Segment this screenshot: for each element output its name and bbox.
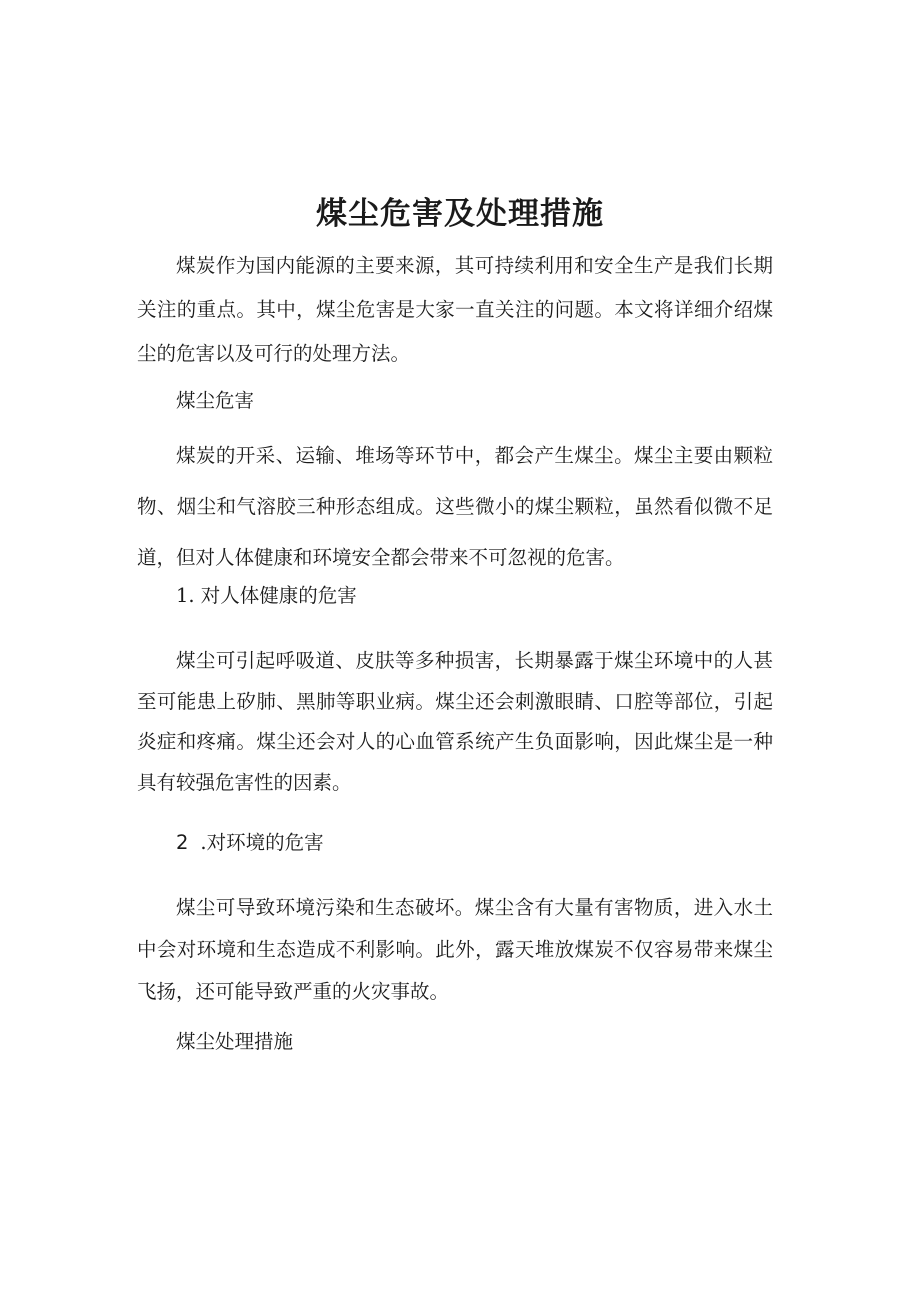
subsection-number: 2 xyxy=(176,831,189,854)
subsection-paragraph-health-hazards: 煤尘可引起呼吸道、皮肤等多种损害，长期暴露于煤尘环境中的人甚至可能患上矽肺、黑肺等职业病。煤尘还会刺激眼睛、口腔等部位，引起炎症和疼痛。煤尘还会对人的心血管系统产生负面影响，因此煤尘是一种具有较强危害性的因素。 xyxy=(137,649,773,794)
subsection-paragraph-environment-hazards: 煤尘可导致环境污染和生态破坏。煤尘含有大量有害物质，进入水土中会对环境和生态造成不利影响。此外，露天堆放煤炭不仅容易带来煤尘飞扬，还可能导致严重的火灾事故。 xyxy=(137,896,773,1003)
subsection-heading-text: .对环境的危害 xyxy=(200,831,324,854)
section-paragraph-coal-dust-sources: 煤炭的开采、运输、堆场等环节中，都会产生煤尘。煤尘主要由颗粒物、烟尘和气溶胶三种形态组成。这些微小的煤尘颗粒，虽然看似微不足道，但对人体健康和环境安全都会带来不可忽视的危害。 xyxy=(137,444,773,569)
document-title: 煤尘危害及处理措施 xyxy=(316,196,604,232)
section-heading-coal-dust-hazards: 煤尘危害 xyxy=(176,389,255,412)
subsection-heading-health-hazards: 1. 对人体健康的危害 xyxy=(176,584,357,607)
intro-paragraph: 煤炭作为国内能源的主要来源，其可持续利用和安全生产是我们长期关注的重点。其中，煤尘危害是大家一直关注的问题。本文将详细介绍煤尘的危害以及可行的处理方法。 xyxy=(137,254,773,365)
section-heading-treatment-measures: 煤尘处理措施 xyxy=(176,1030,294,1053)
subsection-heading-environment-hazards xyxy=(176,828,324,858)
